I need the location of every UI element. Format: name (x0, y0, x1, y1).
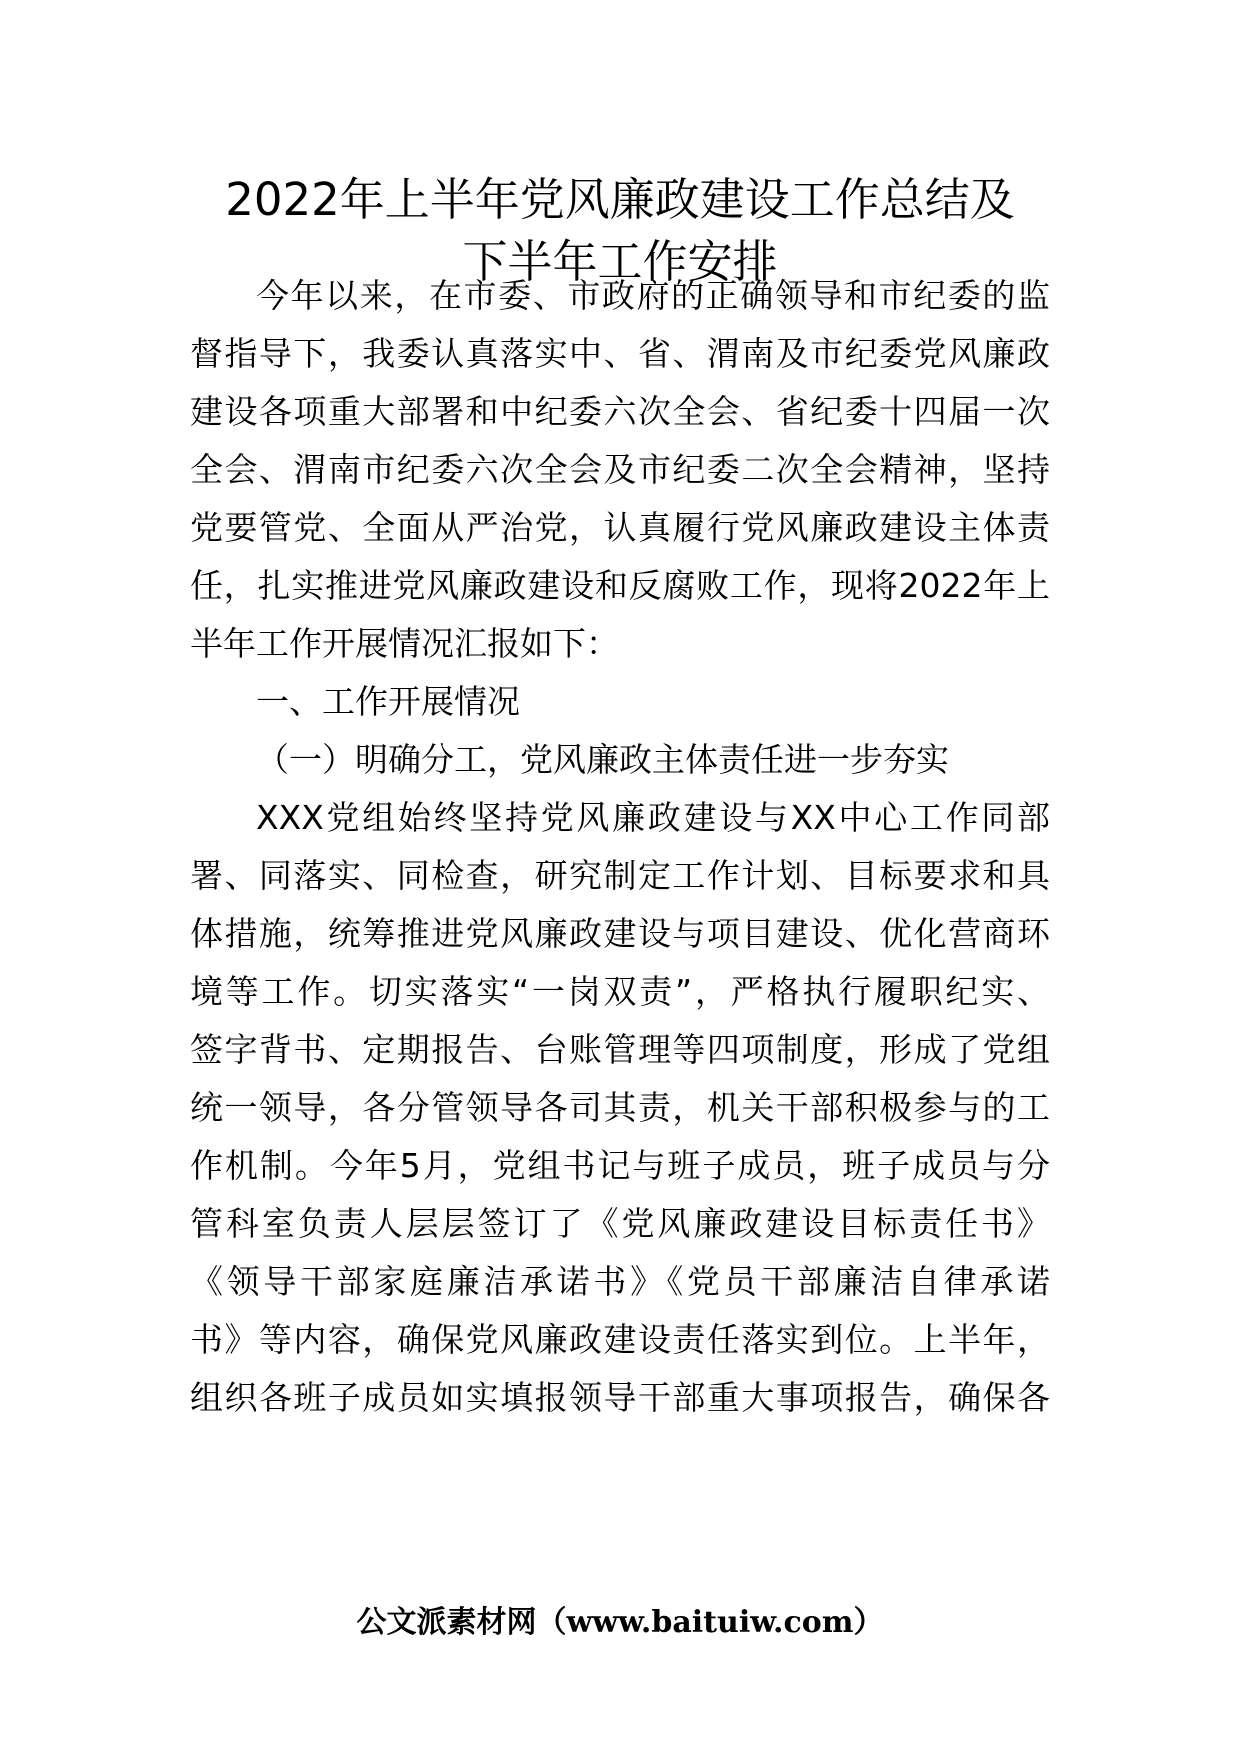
paragraph-line: 任，扎实推进党风廉政建设和反腐败工作，现将2022年上 (190, 566, 1050, 605)
section-heading: 一、工作开展情况 (256, 682, 520, 721)
paragraph-line: 签字背书、定期报告、台账管理等四项制度，形成了党组 (190, 1030, 1050, 1069)
paragraph-line: 署、同落实、同检查，研究制定工作计划、目标要求和具 (190, 856, 1050, 895)
paragraph-line: 组织各班子成员如实填报领导干部重大事项报告，确保各 (190, 1378, 1050, 1417)
paragraph-line: 书》等内容，确保党风廉政建设责任落实到位。上半年， (190, 1320, 1050, 1359)
paragraph-line: 《领导干部家庭廉洁承诺书》《党员干部廉洁自律承诺 (190, 1262, 1050, 1301)
paragraph-line: 管科室负责人层层签订了《党风廉政建设目标责任书》 (190, 1204, 1050, 1243)
paragraph-line: 党要管党、全面从严治党，认真履行党风廉政建设主体责 (190, 508, 1050, 547)
paragraph-line: XXX党组始终坚持党风廉政建设与XX中心工作同部 (256, 798, 1050, 837)
document-title-line-1: 2022年上半年党风廉政建设工作总结及 (225, 173, 1015, 226)
paragraph-line: 全会、渭南市纪委六次全会及市纪委二次全会精神，坚持 (190, 450, 1050, 489)
paragraph-line: 统一领导，各分管领导各司其责，机关干部积极参与的工 (190, 1088, 1050, 1127)
paragraph-line: 今年以来，在市委、市政府的正确领导和市纪委的监 (256, 276, 1050, 315)
paragraph-line: 体措施，统筹推进党风廉政建设与项目建设、优化营商环 (190, 914, 1050, 953)
subsection-heading: （一）明确分工，党风廉政主体责任进一步夯实 (256, 740, 949, 779)
paragraph-line: 建设各项重大部署和中纪委六次全会、省纪委十四届一次 (190, 392, 1050, 431)
footer-watermark-text: 公文派素材网（www.baituiw.com） (356, 1605, 884, 1640)
paragraph-line: 境等工作。切实落实“一岗双责”，严格执行履职纪实、 (190, 972, 1050, 1011)
paragraph-line: 作机制。今年5月，党组书记与班子成员，班子成员与分 (190, 1146, 1050, 1185)
paragraph-line: 半年工作开展情况汇报如下： (190, 624, 619, 663)
paragraph-line: 督指导下，我委认真落实中、省、渭南及市纪委党风廉政 (190, 334, 1050, 373)
document-title-line-2: 下半年工作安排 (462, 235, 778, 288)
